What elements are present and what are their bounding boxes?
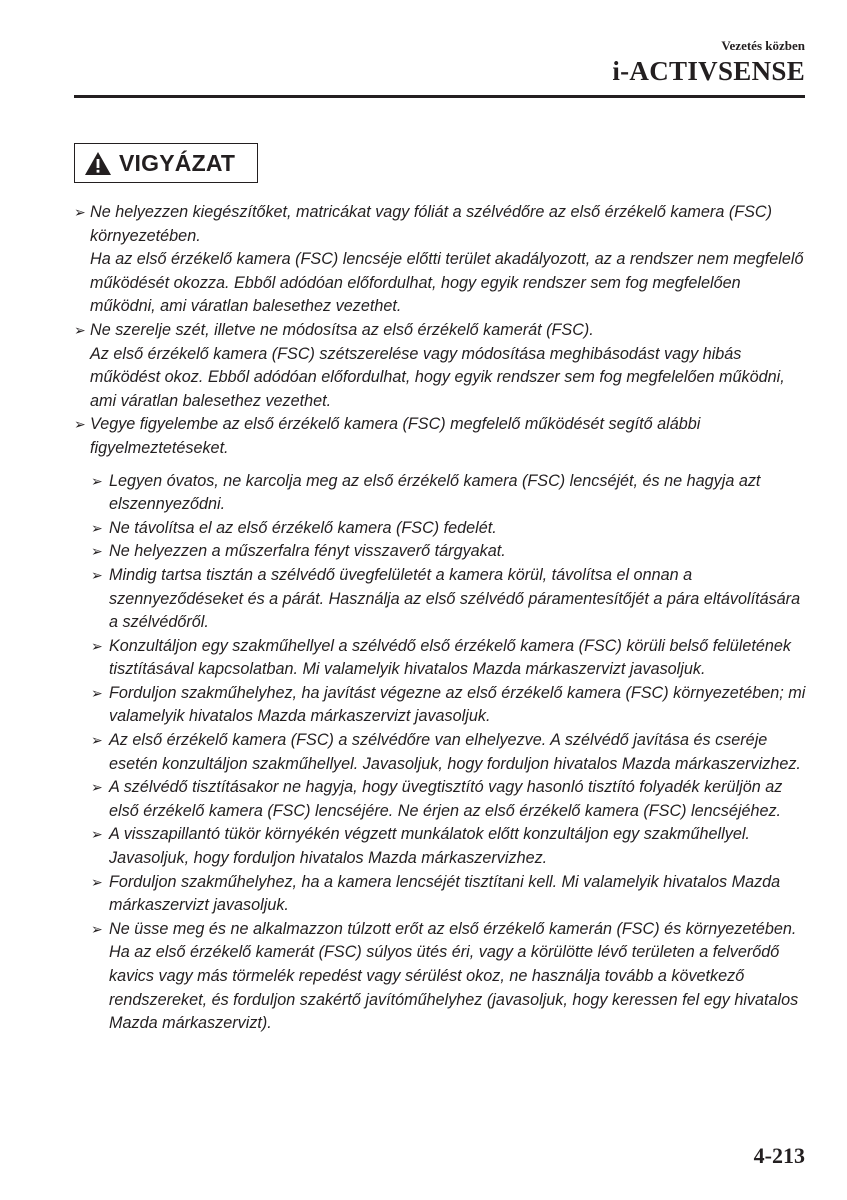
sub-item-text: A visszapillantó tükör környékén végzett munkálatok előtt konzultáljon egy szakműhellyel. Javasoljuk, hogy forduljon hivatalos Mazda márkaszervizhez. <box>109 825 750 868</box>
sub-list <box>91 470 810 1036</box>
bullet-arrow-icon: ➢ <box>91 684 103 701</box>
sub-list-item <box>91 871 810 918</box>
list-item <box>74 413 810 460</box>
sub-item-text: Mindig tartsa tisztán a szélvédő üvegfelületét a kamera körül, távolítsa el onnan a szennyeződéseket és a párát. Használja az első szélvédő páramentesítőjét a pára eltávolítására a szélvédőről. <box>109 565 801 632</box>
item-text: Ne szerelje szét, illetve ne módosítsa az első érzékelő kamerát (FSC). <box>90 320 594 339</box>
bullet-arrow-icon: ➢ <box>74 321 86 338</box>
section-title: Vezetés közben <box>721 38 805 53</box>
warning-content <box>74 201 810 1036</box>
bullet-arrow-icon: ➢ <box>91 732 103 749</box>
list-item <box>74 319 810 413</box>
item-text: Ha az első érzékelő kamera (FSC) lencséje előtti terület akadályozott, az a rendszer nem megfelelő működését okozza. Ebből adódóan előfordulhat, hogy egyik rendszer sem fog megfelelően működni, ami váratlan balesethez vezethet. <box>90 250 804 316</box>
sub-item-text: Az első érzékelő kamera (FSC) a szélvédőre van elhelyezve. A szélvédő javítása és cseréje esetén konzultáljon szakműhellyel. Javasoljuk, hogy forduljon hivatalos Mazda márkaszervizhez. <box>109 731 801 773</box>
sub-list-item <box>91 470 810 517</box>
bullet-arrow-icon: ➢ <box>91 472 103 489</box>
page-number: 4-213 <box>753 1143 805 1168</box>
sub-list-item <box>91 729 810 776</box>
sub-item-text: Forduljon szakműhelyhez, ha javítást végezne az első érzékelő kamera (FSC) környezetében; mi valamelyik hivatalos Mazda márkaszervizt javasoljuk. <box>109 683 806 726</box>
header-divider <box>74 95 805 98</box>
bullet-arrow-icon: ➢ <box>91 566 103 583</box>
bullet-arrow-icon: ➢ <box>91 519 103 536</box>
bullet-arrow-icon: ➢ <box>91 543 103 560</box>
sub-item-text: A szélvédő tisztításakor ne hagyja, hogy üvegtisztító vagy hasonló tisztító folyadék kerüljön az első érzékelő kamera (FSC) lencséjére. Ne érjen az első érzékelő kamera (FSC) lencséjéhez. <box>109 778 783 820</box>
sub-item-text: Forduljon szakműhelyhez, ha a kamera lencséjét tisztítani kell. Mi valamelyik hivatalos Mazda márkaszervizt javasoljuk. <box>109 872 781 915</box>
sub-list-item <box>91 564 810 635</box>
sub-item-text: Ne távolítsa el az első érzékelő kamera (FSC) fedelét. <box>109 518 497 537</box>
sub-list-item <box>91 776 810 823</box>
warning-triangle-icon <box>84 151 112 176</box>
bullet-arrow-icon: ➢ <box>91 779 103 796</box>
bullet-arrow-icon: ➢ <box>91 637 103 654</box>
item-text: Vegye figyelembe az első érzékelő kamera (FSC) megfelelő működését segítő alábbi figyelmeztetéseket. <box>90 415 701 457</box>
page-title: i-ACTIVSENSE <box>612 56 805 86</box>
bullet-arrow-icon: ➢ <box>91 920 103 937</box>
bullet-arrow-icon: ➢ <box>74 204 86 220</box>
sub-list-item <box>91 918 810 1036</box>
bullet-arrow-icon: ➢ <box>91 826 103 843</box>
bullet-arrow-icon: ➢ <box>91 873 103 890</box>
item-text: Az első érzékelő kamera (FSC) szétszerelése vagy módosítása meghibásodást vagy hibás működést okoz. Ebből adódóan előfordulhat, hogy egyik rendszer sem fog megfelelően működni, ami váratlan balesethez vezethet. <box>90 344 785 410</box>
sub-item-text: Ne üsse meg és ne alkalmazzon túlzott erőt az első érzékelő kamerán (FSC) és környezetében. Ha az első érzékelő kamerát (FSC) súlyos ütés éri, vagy a körülötte lévő területen a felverődő kavics vagy más törmelék repedést vagy sérülést okoz, ne használja tovább a következő rendszereket, és forduljon szakértő javítóműhelyhez (javasoljuk, hogy keressen fel egy hivatalos Mazda márkaszervizt). <box>109 919 799 1033</box>
item-text: Ne helyezzen kiegészítőket, matricákat vagy fóliát a szélvédőre az első érzékelő kamera (FSC) környezetében. <box>90 203 772 245</box>
warning-label: VIGYÁZAT <box>119 149 236 176</box>
warning-box <box>74 143 258 183</box>
sub-list-item <box>91 823 810 870</box>
sub-list-item <box>91 517 810 541</box>
bullet-arrow-icon: ➢ <box>74 416 86 433</box>
sub-list-item <box>91 540 810 564</box>
list-item <box>74 201 810 319</box>
sub-item-text: Legyen óvatos, ne karcolja meg az első érzékelő kamera (FSC) lencséjét, és ne hagyja azt elszennyeződni. <box>109 471 761 514</box>
sub-item-text: Konzultáljon egy szakműhellyel a szélvédő első érzékelő kamera (FSC) körüli belső felületének tisztításával kapcsolatban. Mi valamelyik hivatalos Mazda márkaszervizt javasoljuk. <box>109 636 792 679</box>
sub-list-item <box>91 635 810 682</box>
sub-list-item <box>91 682 810 729</box>
sub-item-text: Ne helyezzen a műszerfalra fényt visszaverő tárgyakat. <box>109 542 506 561</box>
